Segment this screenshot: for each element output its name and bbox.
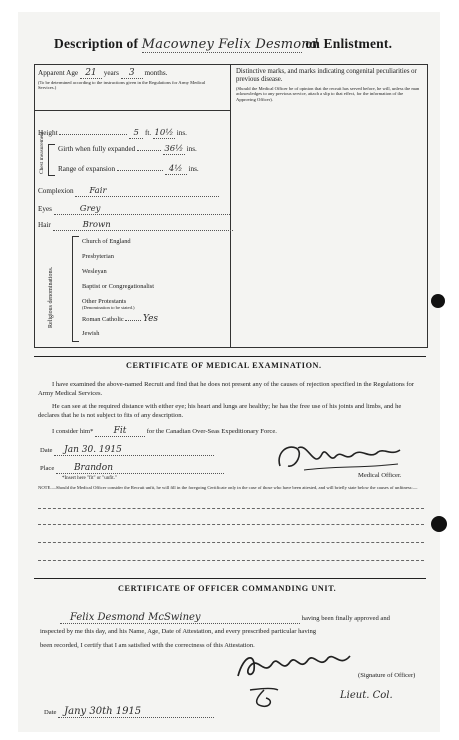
- chest-brace: [48, 144, 55, 176]
- consider-suffix: for the Canadian Over-Seas Expeditionary Force.: [146, 428, 277, 435]
- medical-place-row: [40, 463, 224, 474]
- unfitness-line: [38, 560, 424, 561]
- height-label: Height: [38, 129, 58, 137]
- complexion-row: [38, 186, 219, 197]
- months-label: months.: [144, 69, 168, 77]
- girth-label: Girth when fully expanded: [58, 145, 136, 153]
- chest-group-label: Chest measurement: [39, 131, 45, 174]
- officer-date-row: [44, 706, 214, 718]
- religion-row: [82, 268, 107, 275]
- girth-unit: ins.: [186, 145, 197, 153]
- religion-row: [82, 314, 158, 324]
- officer-signature: [234, 648, 354, 682]
- religion-label: Jewish: [82, 330, 100, 337]
- eyes-value: Grey: [54, 204, 230, 215]
- form-title: [54, 36, 392, 53]
- girth-row: [58, 144, 197, 155]
- ft-label: ft.: [144, 129, 152, 137]
- age-divider: [34, 110, 230, 111]
- punch-hole: [431, 516, 447, 532]
- eyes-row: [38, 204, 230, 215]
- height-feet: 5: [129, 128, 143, 139]
- ins-label: ins.: [176, 129, 187, 137]
- medical-title: CERTIFICATE OF MEDICAL EXAMINATION.: [126, 361, 322, 370]
- title-prefix: Description of: [54, 36, 139, 51]
- religion-row: [82, 238, 131, 245]
- range-value: 4½: [165, 164, 187, 175]
- enlistment-form: [18, 12, 440, 732]
- officer-date-value: Jany 30th 1915: [58, 706, 214, 718]
- religion-label: (Denomination to be stated.): [82, 305, 135, 310]
- punch-hole: [431, 294, 445, 308]
- age-months: 3: [121, 68, 143, 79]
- range-unit: ins.: [188, 165, 199, 173]
- religion-row: [82, 330, 99, 337]
- hair-label: Hair: [38, 221, 51, 229]
- hair-row: [38, 220, 233, 231]
- officer-line-3: been recorded, I certify that I am satisfied with the correctness of this Attestation.: [40, 642, 255, 649]
- years-label: years: [103, 69, 119, 77]
- officer-recruit-name: Felix Desmond McSwiney: [60, 612, 300, 624]
- eyes-label: Eyes: [38, 205, 52, 213]
- medical-para-1: I have examined the above-named Recruit and find that he does not present any of the causes of rejection specified in the Regulations for Army Medical Services.: [38, 381, 414, 397]
- height-inches: 10½: [154, 128, 174, 138]
- unfitness-note: NOTE.—Should the Medical Officer consider the Recruit unfit, he will fill in the foregoing Certificate only in the case of those who have been attested, and will briefly state below the causes of unfitness:—: [38, 485, 418, 490]
- complexion-value: Fair: [75, 186, 219, 197]
- religion-label: Presbyterian: [82, 253, 114, 260]
- medical-date-label: Date: [40, 447, 53, 454]
- medical-officer-label: Medical Officer.: [358, 472, 402, 479]
- title-suffix: on Enlistment.: [305, 36, 393, 51]
- religion-row: [82, 283, 154, 290]
- column-divider: [230, 64, 231, 348]
- medical-date-value: Jan 30. 1915: [54, 445, 214, 456]
- apparent-age-row: [38, 68, 167, 79]
- medical-officer-signature: [274, 440, 404, 476]
- apparent-age-label: Apparent Age: [38, 69, 79, 77]
- religion-label: Baptist or Congregationalist: [82, 283, 155, 290]
- age-years: 21: [80, 68, 102, 79]
- medical-para-2: He can see at the required distance with either eye; his heart and lungs are healthy; he has the free use of his joints and limbs, and he declares that he is not subject to fits of any description.: [38, 403, 402, 419]
- distinctive-marks-heading: Distinctive marks, and marks indicating congenital peculiarities or previous disease.: [236, 68, 417, 83]
- officer-line-1: [60, 612, 390, 624]
- range-label: Range of expansion: [58, 165, 116, 173]
- range-row: [58, 164, 199, 175]
- religion-row: [82, 305, 135, 310]
- height-row: [38, 128, 187, 139]
- religion-group-label: Religious denominations.: [48, 266, 54, 328]
- officer-line1-suffix: having been finally approved and: [301, 615, 390, 622]
- religion-label: Roman Catholic: [82, 316, 124, 323]
- hair-value: Brown: [53, 220, 233, 231]
- consider-prefix: I consider him*: [52, 428, 94, 435]
- unfitness-line: [38, 524, 424, 525]
- religion-label: Church of England: [82, 238, 131, 245]
- unfitness-line: [38, 508, 424, 509]
- recruit-name: Macowney Felix Desmond: [141, 37, 319, 52]
- complexion-label: Complexion: [38, 187, 74, 195]
- officer-mark: [244, 684, 284, 710]
- rule-top: [34, 356, 426, 357]
- girth-value: 36½: [164, 144, 184, 154]
- signature-of-officer-label: (Signature of Officer): [358, 672, 416, 679]
- fit-footnote: *Insert here "fit" or "unfit.": [62, 476, 117, 481]
- medical-date-row: [40, 445, 214, 456]
- age-note: (To be determined according to the instructions given in the Regulations for Army Medical Services.): [38, 80, 206, 91]
- distinctive-marks-note: (Should the Medical Officer be of opinion that the recruit has served before, he will, unless the man acknowledges to any previous service, attach a slip to that effect, for the information of the Approving Officer).: [236, 86, 420, 102]
- religion-label: Wesleyan: [82, 268, 107, 275]
- religion-value: Yes: [142, 314, 159, 324]
- religion-label: Other Protestants: [82, 298, 127, 305]
- consider-row: [52, 426, 277, 437]
- religion-row: [82, 298, 126, 305]
- officer-rank: Lieut. Col.: [340, 690, 393, 701]
- rule-middle: [34, 578, 426, 579]
- officer-date-label: Date: [44, 709, 57, 716]
- consider-value: Fit: [95, 426, 145, 437]
- officer-line-2: inspected by me this day, and his Name, Age, Date of Attestation, and every prescribed particular having: [40, 628, 317, 635]
- officer-title: CERTIFICATE OF OFFICER COMMANDING UNIT.: [118, 584, 337, 593]
- medical-place-label: Place: [40, 465, 55, 472]
- religion-brace: [72, 236, 79, 342]
- medical-place-value: Brandon: [56, 463, 224, 474]
- religion-row: [82, 253, 114, 260]
- unfitness-line: [38, 542, 424, 543]
